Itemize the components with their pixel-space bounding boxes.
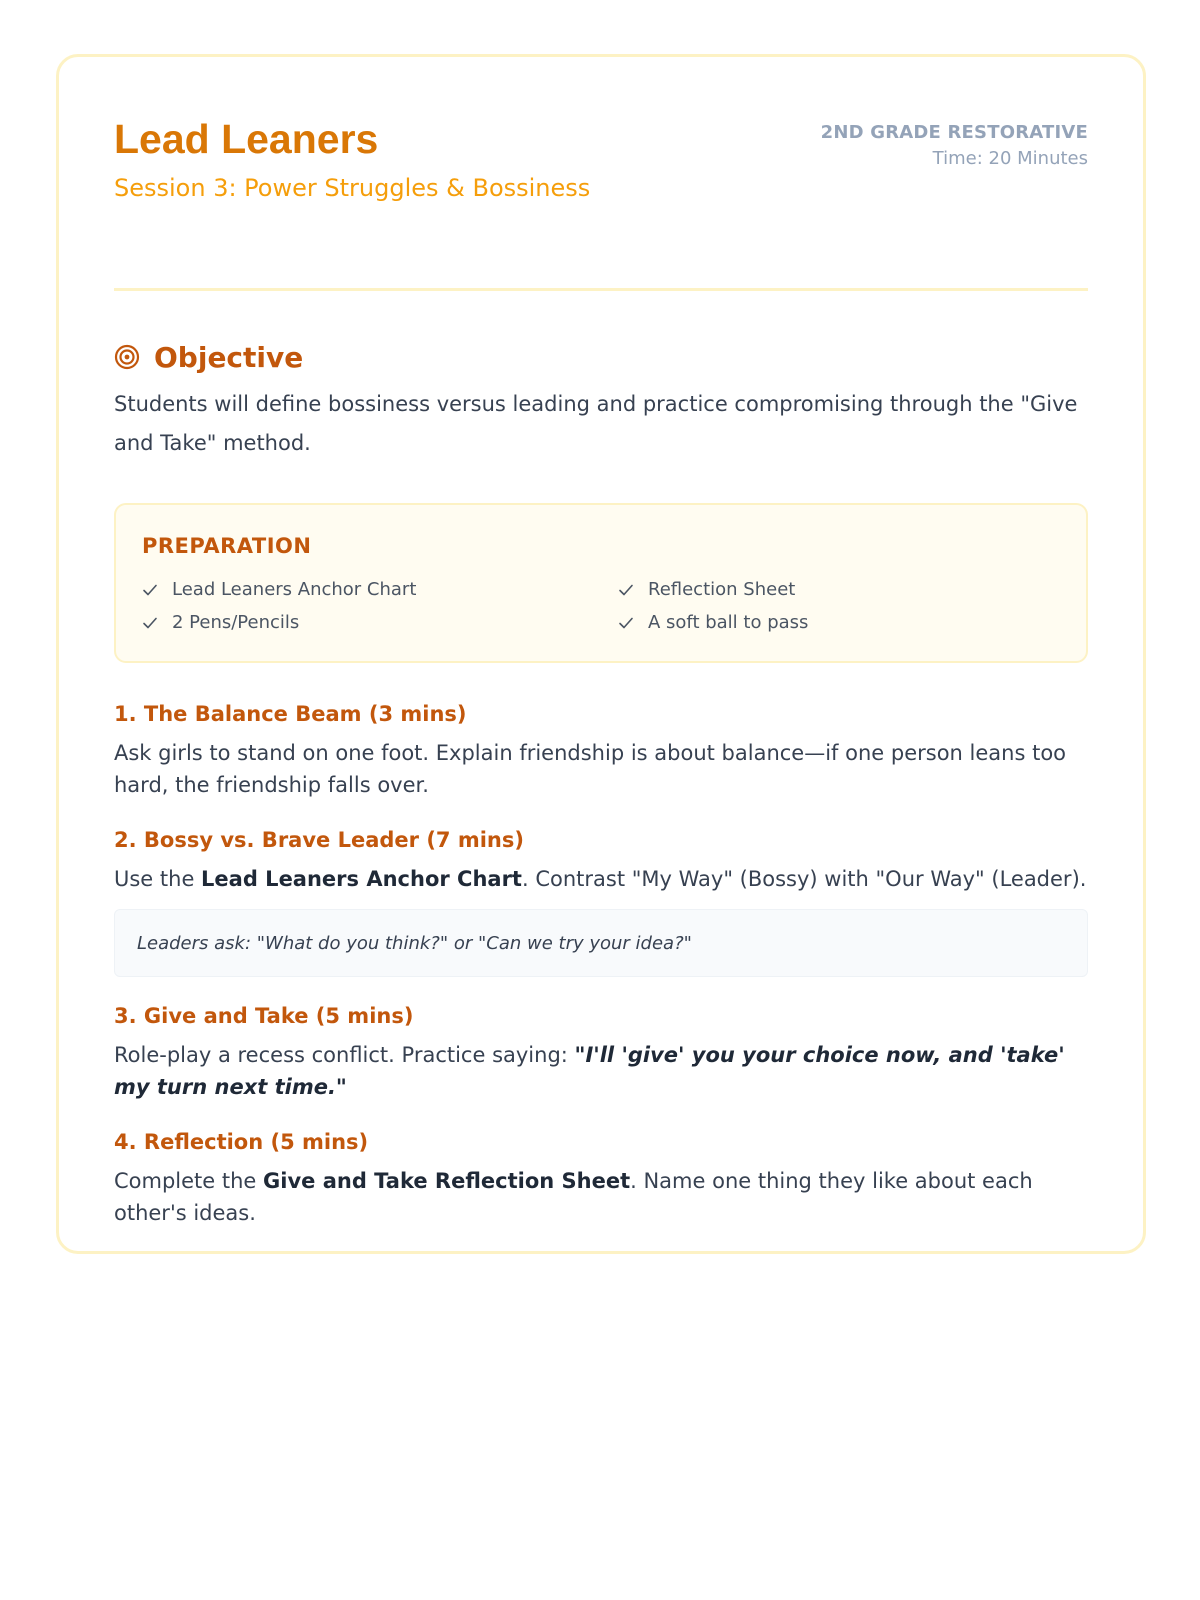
time-label: Time: 20 Minutes	[932, 148, 1088, 169]
anchor-chart-name: Lead Leaners Anchor Chart	[201, 867, 522, 891]
preparation-item	[618, 606, 1048, 639]
lesson-meta	[821, 120, 1088, 172]
step-text	[114, 1039, 1088, 1103]
preparation-item-label: 2 Pens/Pencils	[172, 612, 300, 633]
step-title: 2. Bossy vs. Brave Leader (7 mins)	[114, 828, 524, 852]
step-bossy-vs-leader	[114, 825, 1088, 977]
step-title: 4. Reflection (5 mins)	[114, 1130, 369, 1154]
lesson-title: Lead Leaners	[114, 116, 379, 162]
leader-quote-box: Leaders ask: "What do you think?" or "Can we try your idea?"	[114, 909, 1088, 977]
objective-text: Students will define bossiness versus leading and practice compromising through the "Give and Take" method.	[114, 392, 1078, 455]
step-text	[114, 1165, 1088, 1229]
preparation-item-label: Reflection Sheet	[648, 579, 796, 600]
step-text-part: Role-play a recess conflict. Practice saying:	[114, 1043, 575, 1067]
preparation-list	[142, 573, 1060, 639]
lesson-header	[114, 115, 1088, 291]
objective-heading: Objective	[154, 340, 304, 374]
step-text-part: . Name one thing they like about each other's ideas.	[114, 1169, 1033, 1225]
step-reflection	[114, 1127, 1088, 1229]
checkmark-icon	[618, 582, 634, 598]
grade-label: 2ND GRADE RESTORATIVE	[820, 122, 1088, 143]
preparation-item	[142, 573, 618, 606]
step-text-part: Complete the	[114, 1169, 264, 1193]
target-icon	[114, 344, 140, 370]
step-give-and-take	[114, 1001, 1088, 1103]
step-text-part: . Contrast "My Way" (Bossy) with "Our Way" (Leader).	[521, 867, 1087, 891]
lesson-card	[56, 54, 1146, 1254]
preparation-item	[142, 606, 618, 639]
session-subtitle: Session 3: Power Struggles & Bossiness	[114, 174, 591, 202]
preparation-box	[114, 503, 1088, 663]
checkmark-icon	[142, 582, 158, 598]
step-text: Ask girls to stand on one foot. Explain friendship is about balance—if one person leans too hard, the friendship falls over.	[114, 741, 1067, 797]
reflection-sheet-name: Give and Take Reflection Sheet	[263, 1169, 631, 1193]
preparation-item-label: A soft ball to pass	[648, 612, 809, 633]
step-title: 1. The Balance Beam (3 mins)	[114, 702, 467, 726]
preparation-item-label: Lead Leaners Anchor Chart	[172, 579, 417, 600]
preparation-item	[618, 573, 1048, 606]
step-title: 3. Give and Take (5 mins)	[114, 1004, 414, 1028]
preparation-heading: PREPARATION	[142, 534, 312, 558]
step-text-part: Use the	[114, 867, 202, 891]
checkmark-icon	[618, 615, 634, 631]
objective-section	[114, 337, 1088, 463]
step-balance-beam	[114, 699, 1088, 801]
step-text	[114, 863, 1088, 895]
objective-heading-row	[114, 337, 1088, 377]
checkmark-icon	[142, 615, 158, 631]
practice-phrase: "I'll 'give' you your choice now, and 'take' my turn next time."	[114, 1043, 1065, 1099]
